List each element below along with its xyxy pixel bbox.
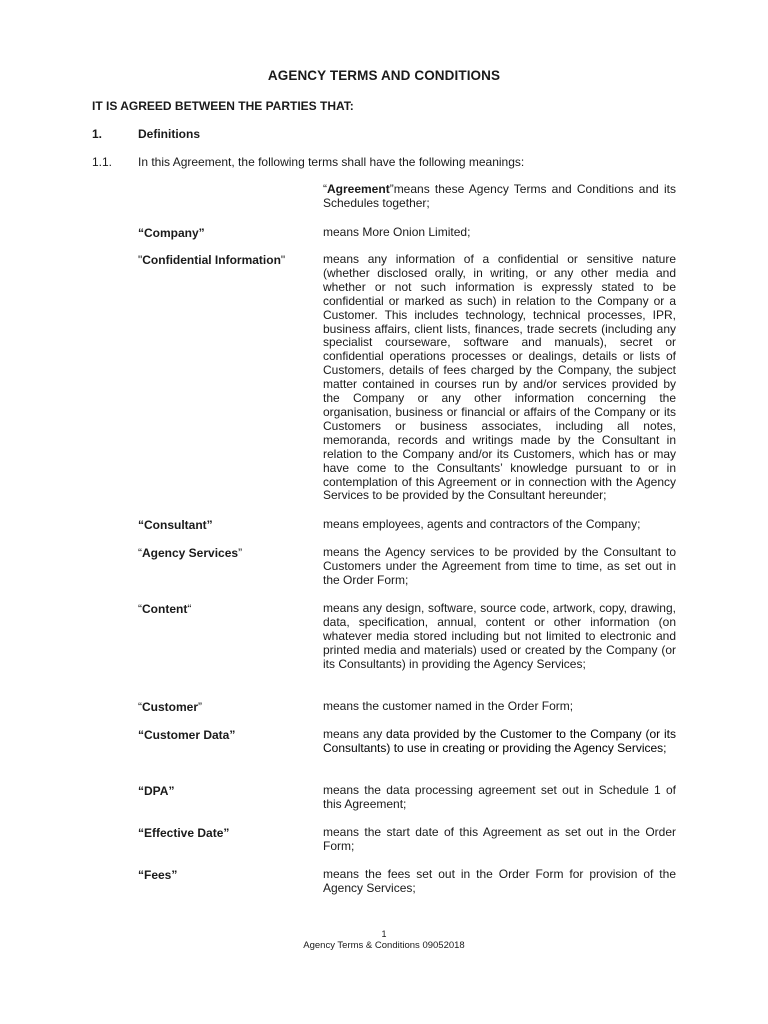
definition-meaning-content: means any design, software, source code, artwork, copy, drawing, data, specification, annual, content or other information (on whatever media stored including but not limited to electronic and printed media and materials) used or created by the Company (or its Consultants) in providing the Agency Services; — [323, 601, 676, 671]
definition-meaning-consultant: means employees, agents and contractors of the Company; — [323, 517, 641, 531]
customer-data-meaning-rest: data provided by the Customer to the Company (or its Consultants) to use in creating or providing the Agency Services; — [323, 727, 676, 755]
agreement-close-quote: ” — [389, 182, 394, 196]
customer-data-meaning-lead: means any — [323, 727, 387, 741]
definition-term-confidential-information — [138, 253, 285, 267]
content-close-quote: “ — [187, 602, 192, 616]
clause-text: In this Agreement, the following terms shall have the following meanings: — [138, 155, 525, 169]
customer-term-text: Customer — [142, 700, 199, 714]
customer-close-quote: ” — [198, 700, 203, 714]
content-open-quote: “ — [138, 602, 142, 616]
definition-term-agency-services — [138, 546, 242, 560]
ci-term-text: Confidential Information — [142, 253, 281, 267]
ci-close-quote: " — [280, 253, 286, 267]
definition-term-dpa: “DPA” — [138, 784, 175, 798]
definition-meaning-company: means More Onion Limited; — [323, 225, 471, 239]
content-term-text: Content — [142, 602, 188, 616]
as-close-quote: ” — [238, 546, 243, 560]
definition-term-agreement: Agreement — [327, 182, 390, 196]
definition-term-consultant: “Consultant” — [138, 518, 213, 532]
ci-open-quote: " — [138, 253, 143, 267]
definition-meaning-fees: means the fees set out in the Order Form for provision of the Agency Services; — [323, 867, 676, 895]
definition-meaning-agency-services: means the Agency services to be provided by the Consultant to Customers under the Agreement from time to time, as set out in the Order Form; — [323, 545, 676, 587]
definition-meaning-customer-data — [323, 728, 676, 756]
definition-term-customer-data: “Customer Data” — [138, 728, 236, 742]
agreement-meaning-text: means these Agency Terms and Conditions and its Schedules together; — [323, 182, 676, 210]
definition-term-content — [138, 602, 191, 616]
clause-number: 1.1. — [92, 155, 113, 169]
definition-meaning-dpa: means the data processing agreement set out in Schedule 1 of this Agreement; — [323, 783, 676, 811]
definition-meaning-agreement — [323, 183, 676, 211]
definition-term-company: “Company” — [138, 226, 205, 240]
section-title: Definitions — [138, 127, 200, 141]
as-term-text: Agency Services — [142, 546, 239, 560]
definition-term-effective-date: “Effective Date” — [138, 826, 230, 840]
document-title: AGENCY TERMS AND CONDITIONS — [267, 68, 501, 83]
footer-page-number: 1 — [381, 929, 387, 939]
definition-meaning-customer: means the customer named in the Order Form; — [323, 699, 574, 713]
agreement-open-quote: “ — [323, 182, 327, 196]
definition-meaning-effective-date: means the start date of this Agreement as set out in the Order Form; — [323, 825, 676, 853]
definition-term-fees: “Fees” — [138, 868, 178, 882]
customer-open-quote: “ — [138, 700, 142, 714]
definition-term-customer — [138, 700, 202, 714]
agreed-heading: IT IS AGREED BETWEEN THE PARTIES THAT: — [92, 99, 354, 113]
definition-meaning-confidential-information: means any information of a confidential or sensitive nature (whether disclosed orally, in writing, or any other media and whether or not such information is expressly stated to be confidential or marked as such) in relation to the Company or a Customer. This includes technology, technical processes, IPR, business affairs, client lists, finances, trade secrets (including any specialist courseware, software and manuals), secret or confidential operations processes or dealings, details or lists of Customers, details of fees charged by the Company, the subject matter contained in courses run by and/or services provided by the Company or any other information concerning the organisation, business or financial or affairs of the Company or its Customers or business associates, including all notes, memoranda, records and writings made by the Consultant in relation to the Company and/or its Customers, which has or may have come to the Consultants’ knowledge pursuant to or in contemplation of this Agreement or in connection with the Agency Services to be provided by the Consultant hereunder; — [323, 252, 676, 503]
as-open-quote: “ — [138, 546, 142, 560]
footer-text: Agency Terms & Conditions 09052018 — [303, 940, 465, 951]
section-number: 1. — [92, 127, 103, 141]
